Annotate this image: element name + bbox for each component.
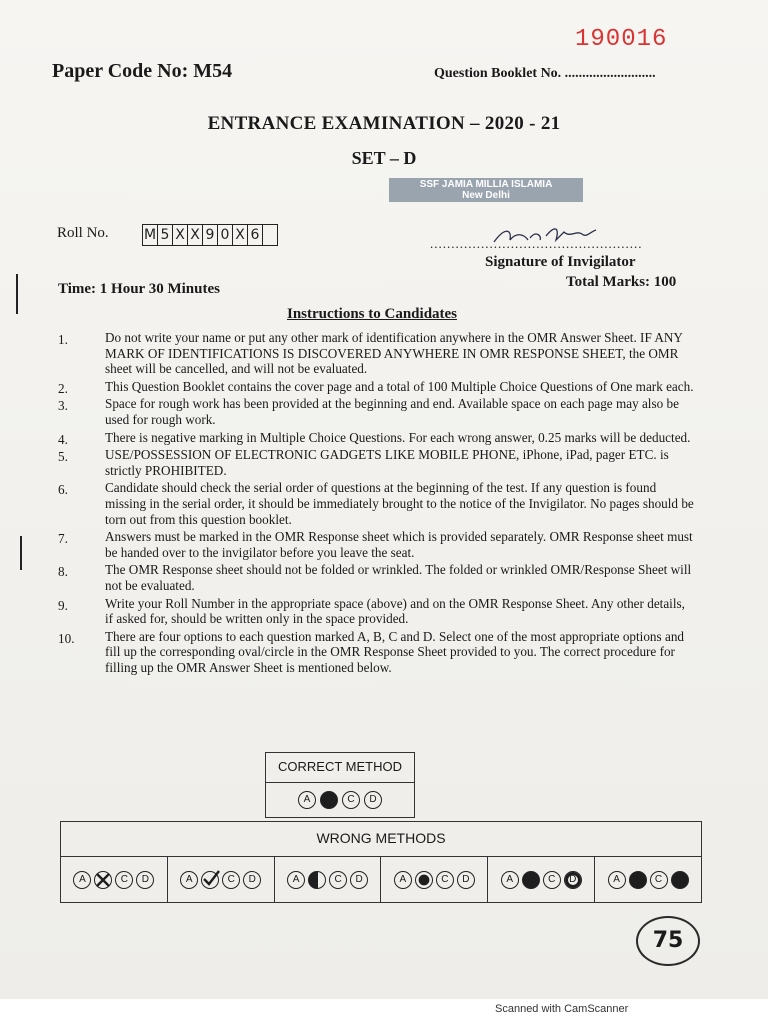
wrong-methods-box xyxy=(60,821,702,903)
serial-number: 190016 xyxy=(575,26,668,53)
omr-bubble-half xyxy=(308,871,326,889)
instruction-item: 3. Space for rough work has been provided at the beginning and end. Available space on each page may also be used for rough work. xyxy=(58,396,679,427)
instruction-item: 1. Do not write your name or put any other mark of identification anywhere in the OMR Answer Sheet. IF ANY MARK OF IDENTIFICATIONS IS DISCOVERED ANYWHERE IN OMR RESPONSE SHEET, the OMR sheet will be cancelled, and will not be evaluated. xyxy=(58,330,683,377)
omr-bubble: D xyxy=(243,871,261,889)
page-mark-circled: 75 xyxy=(636,916,700,966)
scanner-footer xyxy=(0,999,768,1024)
exam-duration: Time: 1 Hour 30 Minutes xyxy=(58,281,220,297)
instruction-item: 4. There is negative marking in Multiple Choice Questions. For each wrong answer, 0.25 marks will be deducted. xyxy=(58,429,691,447)
omr-bubble-dot xyxy=(415,871,433,889)
omr-bubble-filled xyxy=(522,871,540,889)
omr-bubble: D xyxy=(136,871,154,889)
institution-stamp xyxy=(389,178,583,202)
roll-digit: 5 xyxy=(158,225,173,245)
omr-bubble: C xyxy=(342,791,360,809)
instruction-item: 10. There are four options to each question marked A, B, C and D. Select one of the most appropriate options and fill up the corresponding oval/circle in the OMR Response Sheet provided to you. The correct procedure for filling up the OMR Answer Sheet is mentioned below. xyxy=(58,628,685,675)
roll-number-label: Roll No. xyxy=(57,225,109,241)
roll-digit: X xyxy=(173,225,188,245)
omr-bubble: D xyxy=(350,871,368,889)
signature-line: .................................................. xyxy=(430,236,643,251)
correct-method-bubbles xyxy=(266,783,414,817)
omr-bubble: C xyxy=(543,871,561,889)
omr-bubble: C xyxy=(222,871,240,889)
wrong-method-tick xyxy=(168,857,275,902)
roll-digit xyxy=(263,225,277,245)
instruction-item: 2. This Question Booklet contains the cover page and a total of 100 Multiple Choice Questions of One mark each. xyxy=(58,378,694,396)
exam-title: ENTRANCE EXAMINATION – 2020 - 21 xyxy=(207,113,561,134)
instruction-item: 6. Candidate should check the serial order of questions at the beginning of the test. If any question is found missing in the serial order, it should be immediately brought to the notice of the Invigilator. No pages should be torn out from this question booklet. xyxy=(58,480,694,527)
instruction-item: 5. USE/POSSESSION OF ELECTRONIC GADGETS LIKE MOBILE PHONE, iPhone, iPad, pager ETC. is strictly PROHIBITED. xyxy=(58,447,669,478)
wrong-method-multiple xyxy=(595,857,701,902)
omr-bubble: D xyxy=(364,791,382,809)
tick-mark-icon xyxy=(201,869,221,887)
wrong-methods-row xyxy=(61,857,701,902)
total-marks: Total Marks: 100 xyxy=(566,274,677,290)
omr-bubble: A xyxy=(73,871,91,889)
omr-bubble-filled xyxy=(629,871,647,889)
instruction-item: 9. Write your Roll Number in the appropriate space (above) and on the OMR Response Sheet. Any other details, if asked for, should be written only in the space provided. xyxy=(58,595,685,627)
set-label: SET – D xyxy=(351,148,417,168)
instruction-item: 8. The OMR Response sheet should not be folded or wrinkled. The folded or wrinkled OMR/Response Sheet will not be evaluated. xyxy=(58,562,692,593)
roll-digit: 0 xyxy=(218,225,233,245)
roll-number-boxes xyxy=(142,224,278,246)
wrong-method-double xyxy=(488,857,595,902)
omr-bubble-ringed: D xyxy=(564,871,582,889)
margin-mark xyxy=(16,274,18,314)
omr-bubble: C xyxy=(436,871,454,889)
omr-bubble: A xyxy=(287,871,305,889)
omr-bubble: A xyxy=(394,871,412,889)
omr-bubble: A xyxy=(180,871,198,889)
roll-digit: M xyxy=(143,227,157,243)
wrong-method-half-fill xyxy=(275,857,382,902)
signature-label: Signature of Invigilator xyxy=(485,254,636,270)
omr-bubble: A xyxy=(501,871,519,889)
omr-bubble: C xyxy=(650,871,668,889)
correct-method-box xyxy=(265,752,415,818)
correct-method-label: CORRECT METHOD xyxy=(266,753,414,783)
wrong-methods-label: WRONG METHODS xyxy=(61,822,701,857)
roll-digit: X xyxy=(233,225,248,245)
omr-bubble-filled xyxy=(320,791,338,809)
stamp-line-2: New Delhi xyxy=(462,190,510,201)
roll-digit: 9 xyxy=(203,225,218,245)
instruction-item: 7. Answers must be marked in the OMR Response sheet which is provided separately. OMR Response sheet must be handed over to the invigilator before you leave the seat. xyxy=(58,529,693,560)
omr-bubble: D xyxy=(457,871,475,889)
wrong-method-dot xyxy=(381,857,488,902)
omr-bubble: C xyxy=(115,871,133,889)
omr-bubble: C xyxy=(329,871,347,889)
margin-mark xyxy=(20,536,22,570)
instructions-heading: Instructions to Candidates xyxy=(287,306,458,322)
stamp-line-1: SSF JAMIA MILLIA ISLAMIA xyxy=(419,179,553,190)
omr-bubble-ticked xyxy=(201,871,219,889)
wrong-method-cross xyxy=(61,857,168,902)
roll-digit: X xyxy=(188,225,203,245)
instructions-list xyxy=(56,330,696,677)
scanner-label: Scanned with CamScanner xyxy=(495,1003,629,1015)
omr-bubble: A xyxy=(608,871,626,889)
omr-bubble-filled xyxy=(671,871,689,889)
roll-digit: 6 xyxy=(248,225,263,245)
paper-code: Paper Code No: M54 xyxy=(52,60,233,82)
cross-mark-icon xyxy=(94,871,112,889)
omr-bubble-crossed xyxy=(94,871,112,889)
question-booklet-number: Question Booklet No. .......................... xyxy=(434,66,656,81)
omr-bubble: A xyxy=(298,791,316,809)
